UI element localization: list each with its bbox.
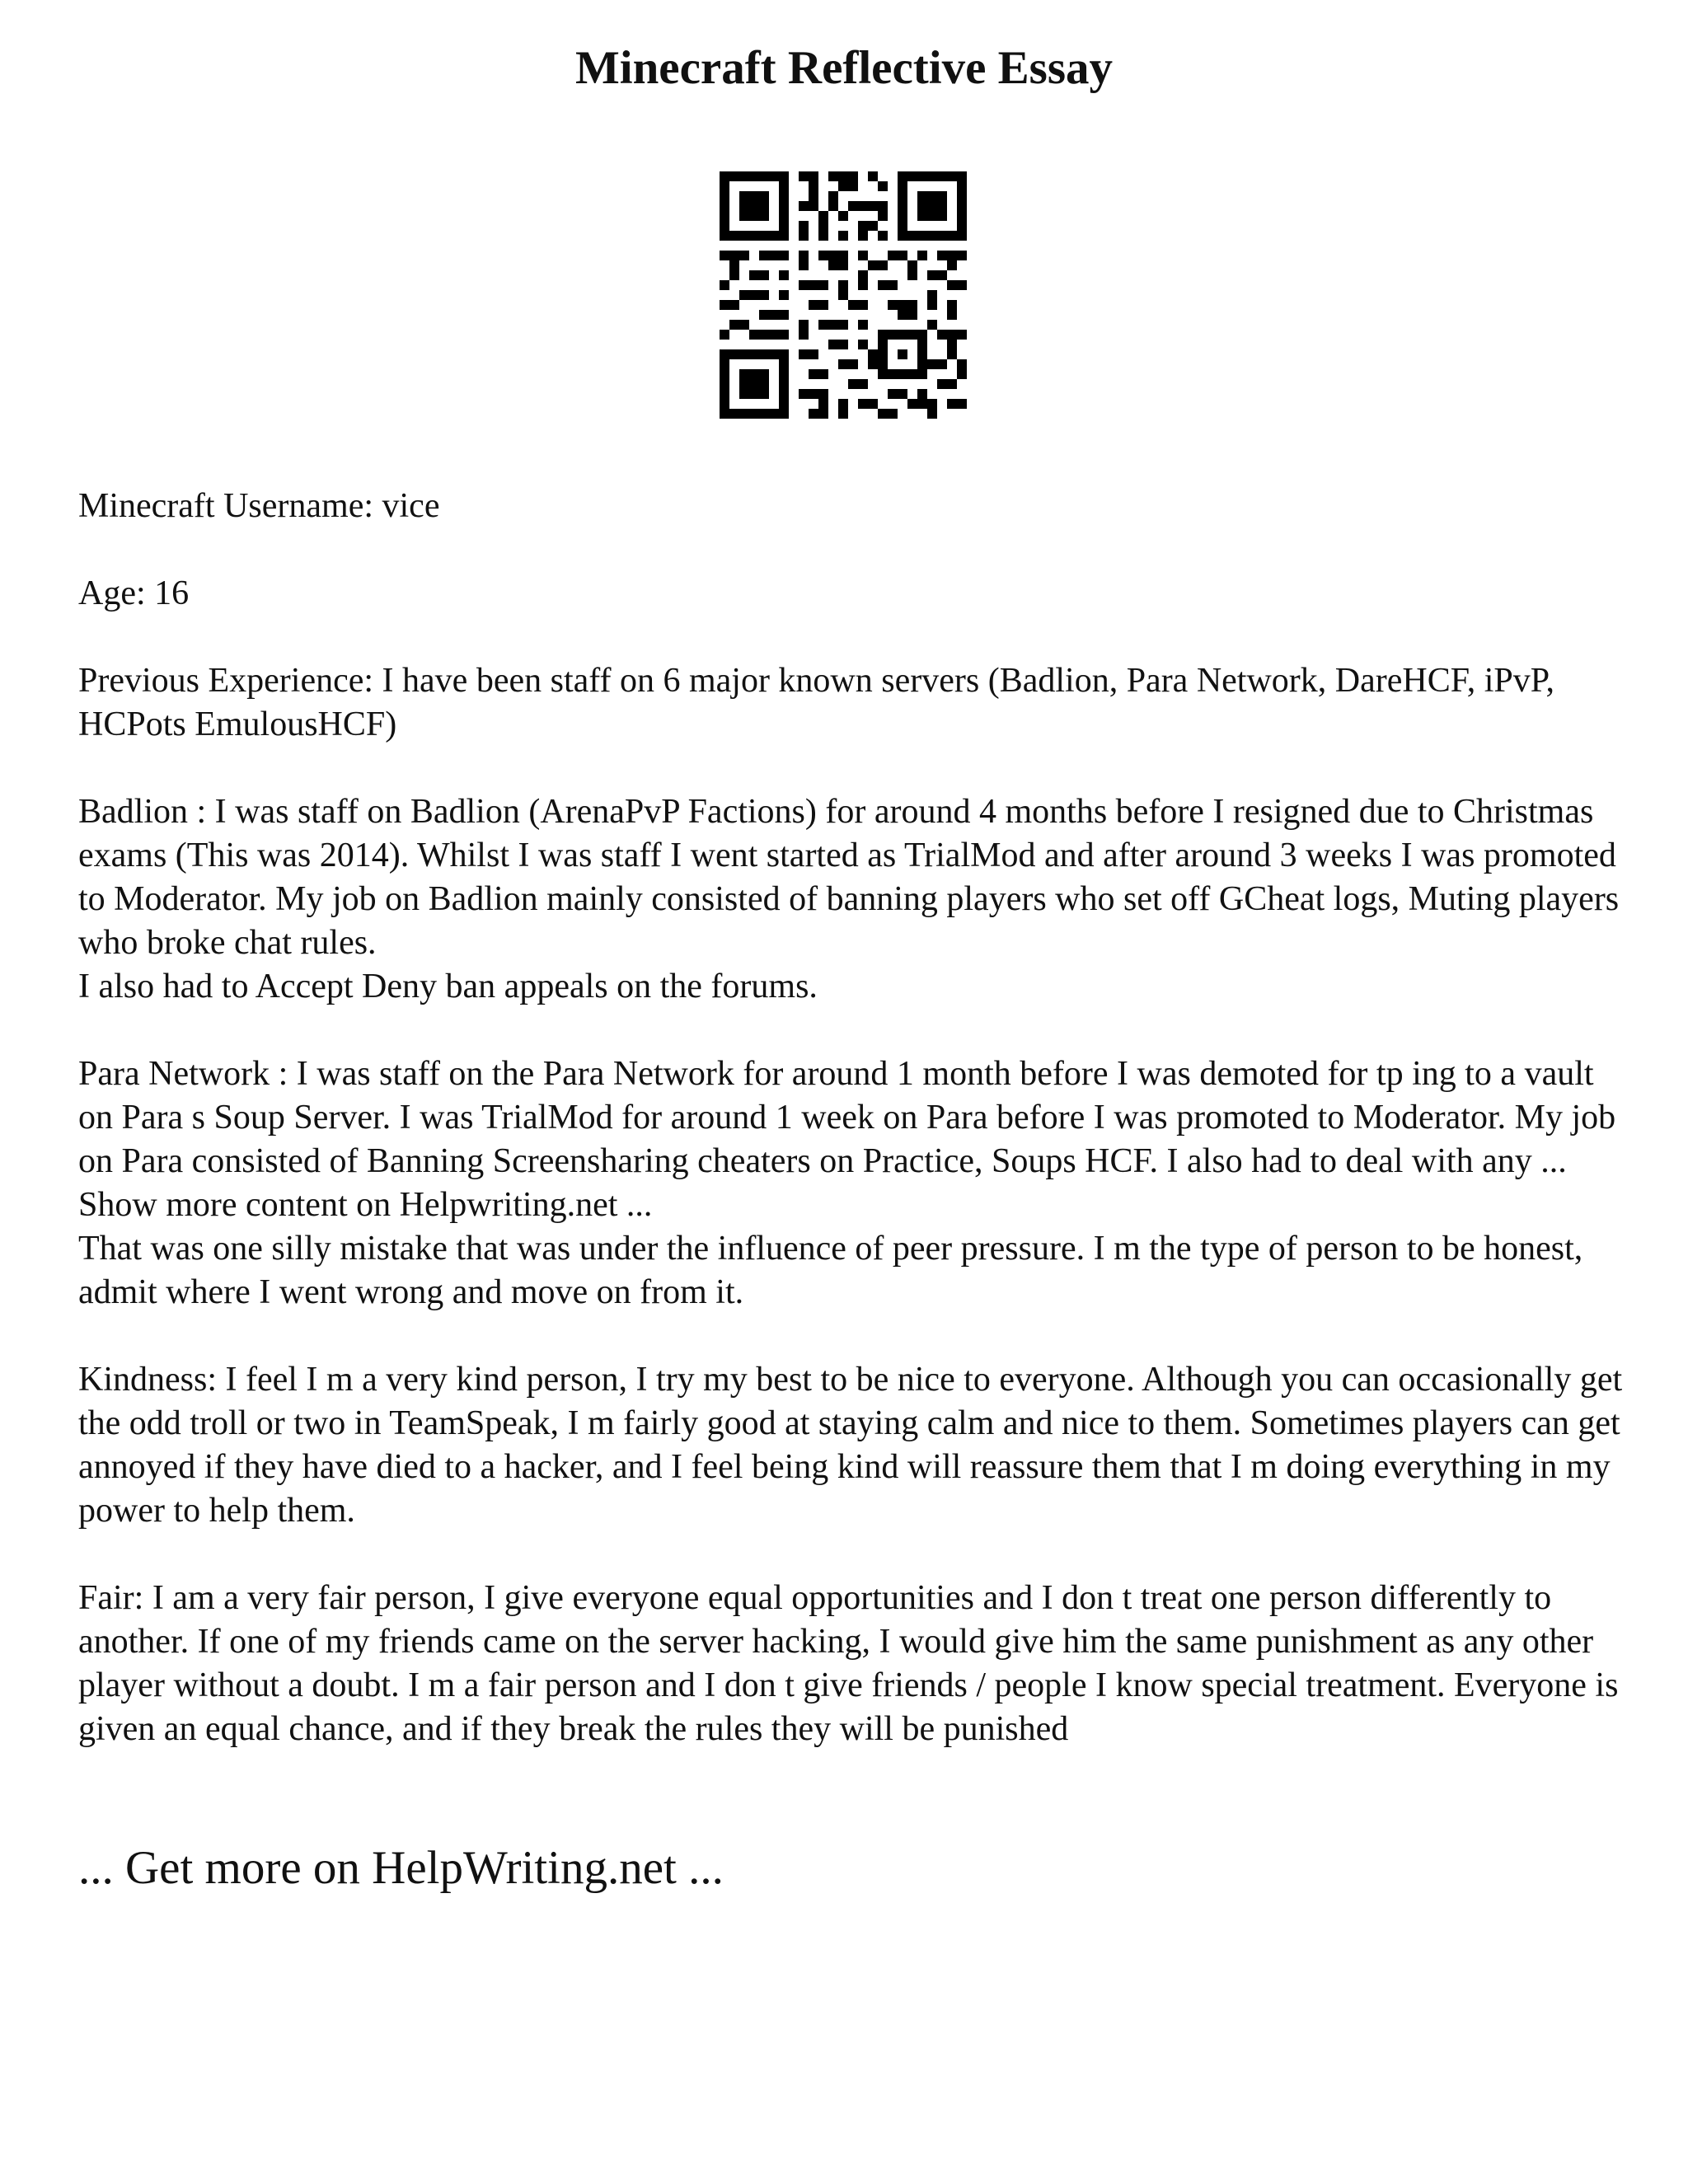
previous-experience-paragraph: Previous Experience: I have been staff on 6 major known servers (Badlion, Para Network, DareHCF, iPvP, HCPots EmulousHCF) [78,662,1554,743]
peer-pressure-paragraph: That was one silly mistake that was under the influence of peer pressure. I m the type of person to be honest, admit where I went wrong and move on from it. [78,1230,1583,1311]
kindness-paragraph: Kindness: I feel I m a very kind person, I try my best to be nice to everyone. Although you can occasionally get the odd troll or two in TeamSpeak, I m fairly good at staying calm and nice to them. Sometimes players can get annoyed if they have died to a hacker, and I feel being kind will reassure them that I m doing everything in my power to help them. [78,1361,1623,1530]
get-more-link[interactable]: ... Get more on HelpWriting.net ... [78,1842,724,1894]
age-line: Age: 16 [78,574,190,612]
essay-body [78,485,1628,1795]
qr-code-icon [720,171,967,419]
document-title: Minecraft Reflective Essay [574,42,1114,94]
para-network-paragraph: Para Network : I was staff on the Para Network for around 1 month before I was demoted for tp ing to a vault on Para s Soup Server. I was TrialMod for around 1 week on Para before I was promoted to Moderator. My job on Para consisted of Banning Screensharing cheaters on Practice, Soups HCF. I also had to deal with any ... Show more content on Helpwriting.net ... [78,1055,1616,1224]
badlion-appeals-line: I also had to Accept Deny ban appeals on the forums. [78,968,818,1005]
username-line: Minecraft Username: vice [78,487,440,525]
fair-paragraph: Fair: I am a very fair person, I give everyone equal opportunities and I don t treat one person differently to another. If one of my friends came on the server hacking, I would give him the same punishment as any other player without a doubt. I m a fair person and I don t give friends / people I know special treatment. Everyone is given an equal chance, and if they break the rules they will be punished [78,1579,1619,1748]
badlion-paragraph: Badlion : I was staff on Badlion (ArenaPvP Factions) for around 4 months before I resigned due to Christmas exams (This was 2014). Whilst I was staff I went started as TrialMod and after around 3 weeks I was promoted to Moderator. My job on Badlion mainly consisted of banning players who set off GCheat logs, Muting players who broke chat rules. [78,793,1620,962]
